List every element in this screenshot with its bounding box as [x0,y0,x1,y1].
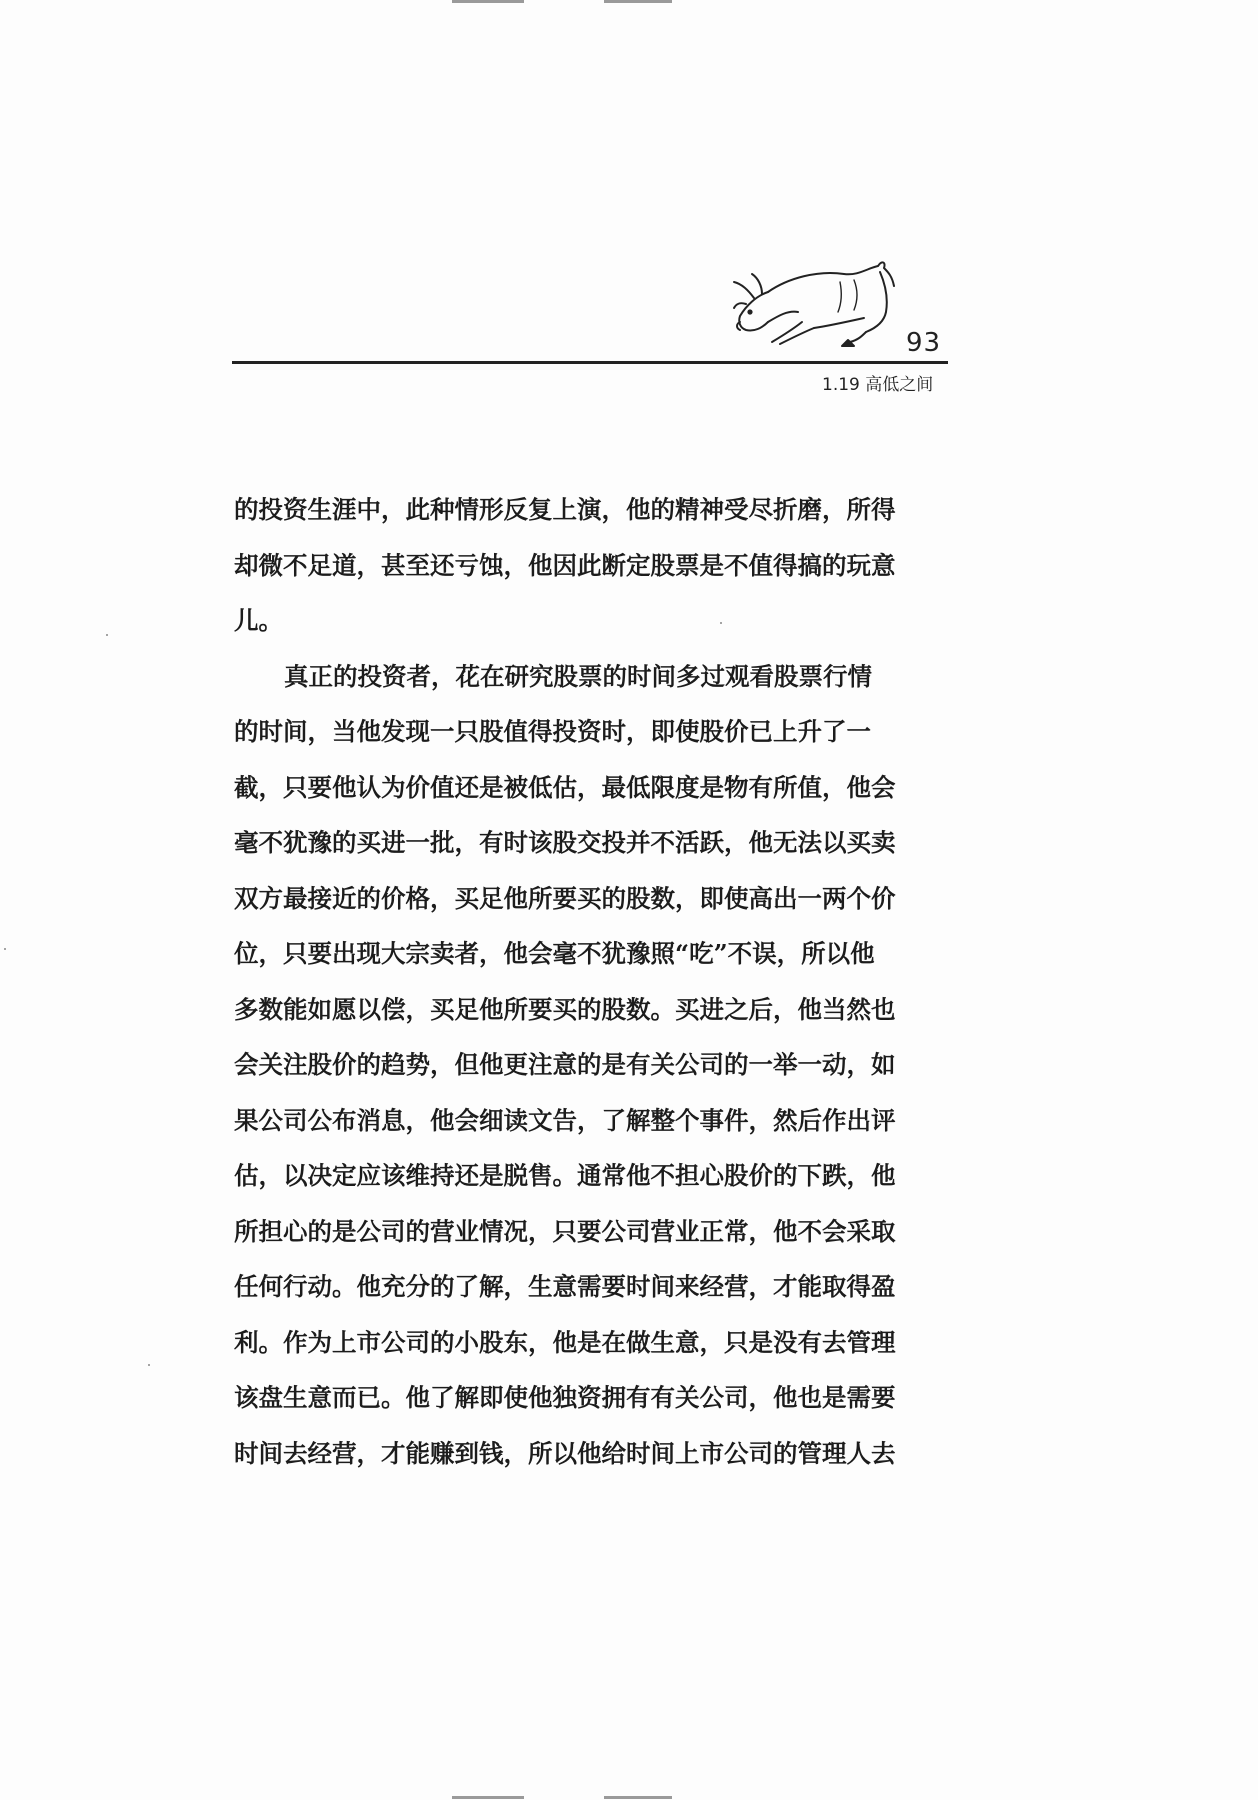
scan-edge-mark [604,1796,672,1799]
text-line: 的时间，当他发现一只股值得投资时，即使股价已上升了一 [234,717,871,746]
scan-speck [106,634,108,636]
text-line: 会关注股价的趋势，但他更注意的是有关公司的一举一动，如 [234,1050,896,1079]
scan-edge-mark [452,1796,524,1799]
body-text [234,482,954,1481]
bull-icon [718,256,904,366]
text-line: 位，只要出现大宗卖者，他会毫不犹豫照“吃”不误，所以他 [234,939,875,968]
scan-speck [148,1364,150,1366]
text-line: 果公司公布消息，他会细读文告，了解整个事件，然后作出评 [234,1105,896,1135]
text-line: 截，只要他认为价值还是被低估，最低限度是物有所值，他会 [234,772,896,802]
scan-edge-mark [604,0,672,3]
header-rule [232,361,948,364]
text-line: 时间去经营，才能赚到钱，所以他给时间上市公司的管理人去 [234,1438,896,1468]
text-line: 的投资生涯中，此种情形反复上演，他的精神受尽折磨，所得 [234,495,896,524]
text-line: 任何行动。他充分的了解，生意需要时间来经营，才能取得盈 [234,1272,896,1301]
text-line: 却微不足道，甚至还亏蚀，他因此断定股票是不值得搞的玩意 [234,550,896,580]
text-line: 多数能如愿以偿，买足他所要买的股数。买进之后，他当然也 [234,994,896,1024]
text-line: 双方最接近的价格，买足他所要买的股数，即使高出一两个价 [234,883,896,913]
page-number: 93 [906,328,942,358]
scan-speck [720,622,722,624]
text-line: 估，以决定应该维持还是脱售。通常他不担心股价的下跌，他 [234,1161,896,1190]
scan-speck [4,948,6,950]
text-line: 儿。 [234,606,283,635]
text-line: 所担心的是公司的营业情况，只要公司营业正常，他不会采取 [234,1216,896,1246]
paragraph-start-line: 真正的投资者，花在研究股票的时间多过观看股票行情 [284,661,872,691]
scan-edge-mark [452,0,524,3]
text-line: 利。作为上市公司的小股东，他是在做生意，只是没有去管理 [234,1327,896,1357]
running-section-title: 1.19 高低之间 [822,375,934,395]
text-line: 该盘生意而已。他了解即使他独资拥有有关公司，他也是需要 [234,1383,896,1412]
text-line: 毫不犹豫的买进一批，有时该股交投并不活跃，他无法以买卖 [234,828,896,857]
